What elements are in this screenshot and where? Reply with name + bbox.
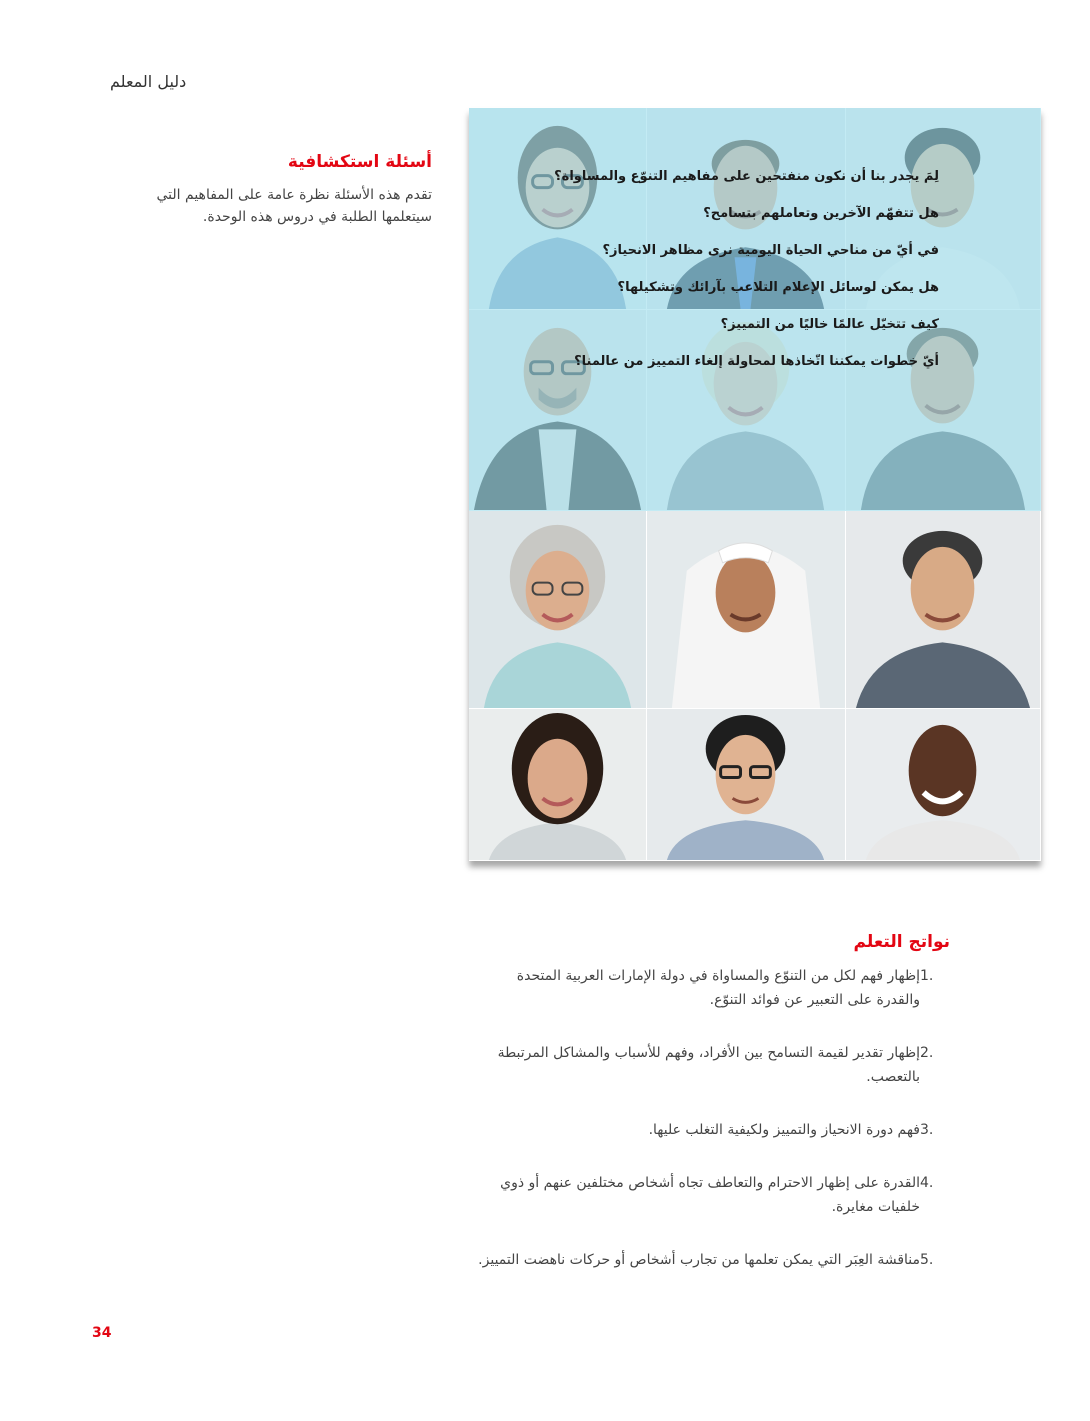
outcome-item bbox=[470, 1171, 950, 1219]
question-item: هل يمكن لوسائل الإعلام التلاعب بآرائك وتشكيلها؟ bbox=[617, 280, 939, 295]
portrait-emirati-man bbox=[647, 511, 846, 709]
question-item: لِمَ يجدر بنا أن نكون منفتحين على مفاهيم التنوّع والمساواة؟ bbox=[554, 169, 939, 184]
outcome-text: القدرة على إظهار الاحترام والتعاطف تجاه أشخاص مختلفين عنهم أو ذوي خلفيات مغايرة. bbox=[500, 1175, 920, 1215]
outcome-text: إظهار فهم لكل من التنوّع والمساواة في دولة الإمارات العربية المتحدة والقدرة على التعبير عن فوائد التنوّع. bbox=[516, 968, 920, 1008]
outcome-number: 5. bbox=[920, 1252, 934, 1268]
portraits-panel bbox=[469, 108, 1041, 861]
outcome-text: مناقشة العِبَر التي يمكن تعلمها من تجارب أشخاص أو حركات ناهضت التمييز. bbox=[478, 1252, 920, 1268]
outcome-item bbox=[470, 1041, 950, 1089]
portrait-elderly-woman bbox=[469, 511, 647, 709]
outcome-text: فهم دورة الانحياز والتمييز ولكيفية التغلب عليها. bbox=[648, 1122, 920, 1138]
outcome-number: 2. bbox=[920, 1045, 934, 1061]
exploratory-questions-section bbox=[110, 152, 432, 228]
questions-overlay bbox=[469, 108, 1041, 511]
outcomes-title: نواتج التعلم bbox=[853, 932, 950, 952]
outcomes-list bbox=[470, 964, 950, 1272]
question-item: أيّ خطوات يمكننا اتّخاذها لمحاولة إلغاء التمييز من عالمنا؟ bbox=[574, 354, 939, 369]
question-item: في أيّ من مناحي الحياة اليومية نرى مظاهر الانحياز؟ bbox=[602, 243, 939, 258]
questions-list bbox=[554, 158, 939, 380]
learning-outcomes-section bbox=[470, 932, 950, 1301]
exploratory-description: تقدم هذه الأسئلة نظرة عامة على المفاهيم التي سيتعلمها الطلبة في دروس هذه الوحدة. bbox=[156, 187, 432, 225]
question-item: هل تتفهّم الآخرين وتعاملهم بتسامح؟ bbox=[703, 206, 939, 221]
outcome-item bbox=[470, 1118, 950, 1142]
outcome-item bbox=[470, 964, 950, 1012]
outcome-text: إظهار تقدير لقيمة التسامح بين الأفراد، وفهم للأسباب والمشاكل المرتبطة بالتعصب. bbox=[497, 1045, 920, 1085]
portrait-asian-older-man bbox=[846, 511, 1041, 709]
portrait-young-woman bbox=[469, 709, 647, 861]
question-item: كيف تتخيّل عالمًا خاليًا من التمييز؟ bbox=[720, 317, 939, 332]
page-number: 34 bbox=[92, 1325, 112, 1341]
portrait-bald-smiling-man bbox=[846, 709, 1041, 861]
guide-label: دليل المعلم bbox=[110, 72, 187, 91]
exploratory-title: أسئلة استكشافية bbox=[287, 152, 432, 172]
outcome-number: 3. bbox=[920, 1122, 934, 1138]
outcome-number: 1. bbox=[920, 968, 934, 984]
portrait-young-man-glasses bbox=[647, 709, 846, 861]
outcome-number: 4. bbox=[920, 1175, 934, 1191]
outcome-item bbox=[470, 1248, 950, 1272]
